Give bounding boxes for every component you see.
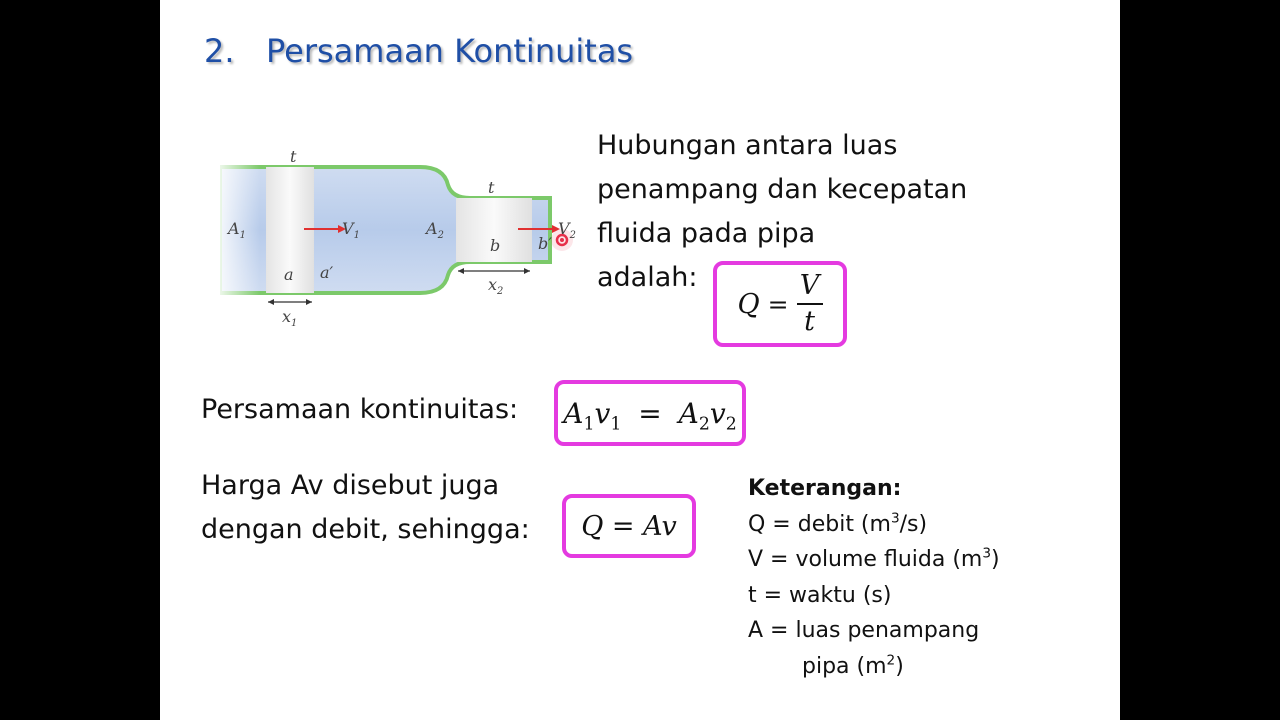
intro-line: penampang dan kecepatan	[597, 174, 968, 205]
label-V2: $V_2$	[558, 219, 576, 242]
page-title	[204, 32, 633, 70]
debit-line: Harga Av disebut juga	[201, 470, 500, 501]
intro-line: adalah:	[597, 262, 698, 293]
formula-box-continuity	[554, 380, 746, 446]
legend-a2: pipa $(m^2)$	[802, 652, 904, 679]
label-a-prime: a′	[320, 263, 334, 282]
formula-q-av: Q = Av	[581, 510, 677, 542]
label-b-prime: b′	[538, 234, 552, 253]
label-V1: $V_1$	[342, 219, 360, 242]
continuity-equation: $A_1v_1 = A_2v_2$	[563, 396, 737, 435]
legend-heading: Keterangan:	[748, 476, 902, 501]
debit-line: dengan debit, sehingga:	[201, 514, 530, 545]
title-text: Persamaan Kontinuitas	[266, 32, 634, 70]
legend-q: Q = debit $(m^3/s)$	[748, 510, 928, 537]
legend	[748, 471, 1000, 684]
continuity-label: Persamaan kontinuitas:	[201, 394, 519, 425]
label-b: b	[490, 236, 501, 255]
formula-eq: =	[767, 289, 789, 319]
label-A1: $A_1$	[228, 219, 246, 242]
label-a: a	[284, 265, 294, 284]
pipe-diagram	[220, 140, 590, 340]
intro-line: fluida pada pipa	[597, 218, 816, 249]
label-t-right: t	[488, 178, 495, 197]
legend-v: V = volume fluida $(m^3)$	[748, 545, 1000, 572]
label-A2: $A_2$	[426, 219, 444, 242]
label-t-left: t	[290, 147, 297, 166]
formula-q: Q	[737, 288, 760, 320]
fraction-denominator: t	[804, 306, 815, 337]
label-x2: $x_2$	[488, 275, 504, 298]
legend-t: t = waktu (s)	[748, 582, 892, 608]
legend-a: A = luas penampang	[748, 618, 980, 643]
label-x1: $x_1$	[282, 307, 298, 330]
intro-line: Hubungan antara luas	[597, 130, 898, 161]
formula-box-q-v-t	[713, 261, 847, 347]
debit-text	[201, 464, 530, 552]
formula-fraction	[797, 271, 823, 337]
formula-box-debit	[562, 494, 696, 558]
title-number: 2.	[204, 32, 235, 70]
slide	[160, 0, 1120, 720]
fraction-numerator: V	[799, 270, 820, 301]
